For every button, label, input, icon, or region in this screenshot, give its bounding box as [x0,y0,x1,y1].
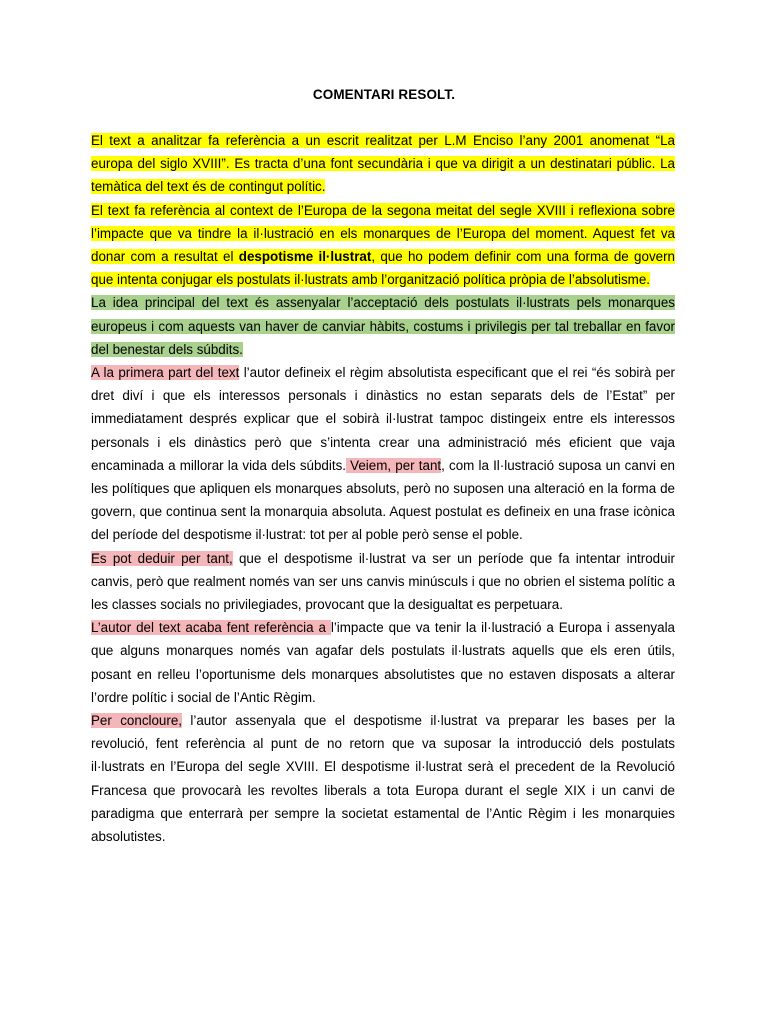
paragraph-impact: L’autor del text acaba fent referència a l’impacte que va tenir la il·lustració a Europa i assenyala que alguns monarques només van agafar dels postulats il·lustrats aquells que els eren útils, posant en relleu l’oportunisme dels monarques absolutistes que no estaven disposats a alterar l’ordre polític i social de l’Antic Règim. [91,620,675,705]
highlighted-marker: A la primera part del text [91,365,240,381]
paragraph-conclusion: Per concloure, l’autor assenyala que el despotisme il·lustrat va preparar les bases per la revolució, fent referència al punt de no retorn que va suposar la introducció dels postulats il·lustrats en l’Europa del segle XVIII. El despotisme il·lustrat serà el precedent de la Revolució Francesa que provocarà les revoltes liberals a tota Europa durant el segle XIX i un canvi de paradigma que enterrarà per sempre la societat estamental de l’Antic Règim i les monarquies absolutistes. [91,713,675,845]
paragraph-main-idea [91,291,675,361]
paragraph-deduction: Es pot deduir per tant, que el despotisme il·lustrat va ser un període que fa intentar introduir canvis, però que realment només van ser uns canvis minúsculs i que no obrien el sistema polític a les classes socials no privilegiades, provocant que la desigualtat es perpetuara. [91,550,675,613]
highlighted-text: El text a analitzar fa referència a un escrit realitzat per L.M Enciso l’any 2001 anomenat “La europa del siglo XVIII”. Es tracta d’una font secundària i que va dirigit a un destinatari públic. La temàtica del text és de contingut polític. [91,133,675,195]
document-title: COMENTARI RESOLT. [312,87,456,102]
highlighted-marker: Es pot deduir per tant, [91,550,233,566]
highlighted-text: El text fa referència al context de l’Europa de la segona meitat del segle XVIII i reflexiona sobre l’impacte que va tindre la il·lustració en els monarques de l’Europa del moment. Aquest fet va donar com a resultat el despotisme il·lustrat, que ho podem definir com una forma de govern que intenta conjugar els postulats il·lustrats amb l’organització política pròpia de l’absolutisme. [91,202,675,288]
highlighted-marker: Per concloure, [91,713,183,729]
bold-term: despotisme il·lustrat [238,249,372,265]
paragraph-first-part: A la primera part del text l’autor defineix el règim absolutista especificant que el rei “és sobirà per dret diví i que els interessos personals i dinàstics no estan separats dels de l’Estat” per immediatament després explicar que el sobirà il·lustrat tampoc distingeix entre els interessos personals i els dinàstics però que s’intenta crear una administració més eficient que vaja encaminada a millorar la vida dels súbdits. Veiem, per tant, com la Il·lustració suposa un canvi en les polítiques que apliquen els monarques absoluts, però no suposen una alteració en la forma de govern, que continua sent la monarquia absoluta. Aquest postulat es defineix en una frase icònica del període del despotisme il·lustrat: tot per al poble però sense el poble. [91,365,675,543]
paragraph-introduction [91,129,675,199]
paragraph-context [91,199,675,292]
document-body [91,129,675,848]
highlighted-marker: L’autor del text acaba fent referència a [91,620,331,636]
highlighted-text: La idea principal del text és assenyalar l’acceptació dels postulats il·lustrats pels monarques europeus i com aquests van haver de canviar hàbits, costums i privilegis per tal treballar en favor del benestar dels súbdits. [91,295,675,357]
highlighted-marker: Veiem, per tant [346,457,442,473]
